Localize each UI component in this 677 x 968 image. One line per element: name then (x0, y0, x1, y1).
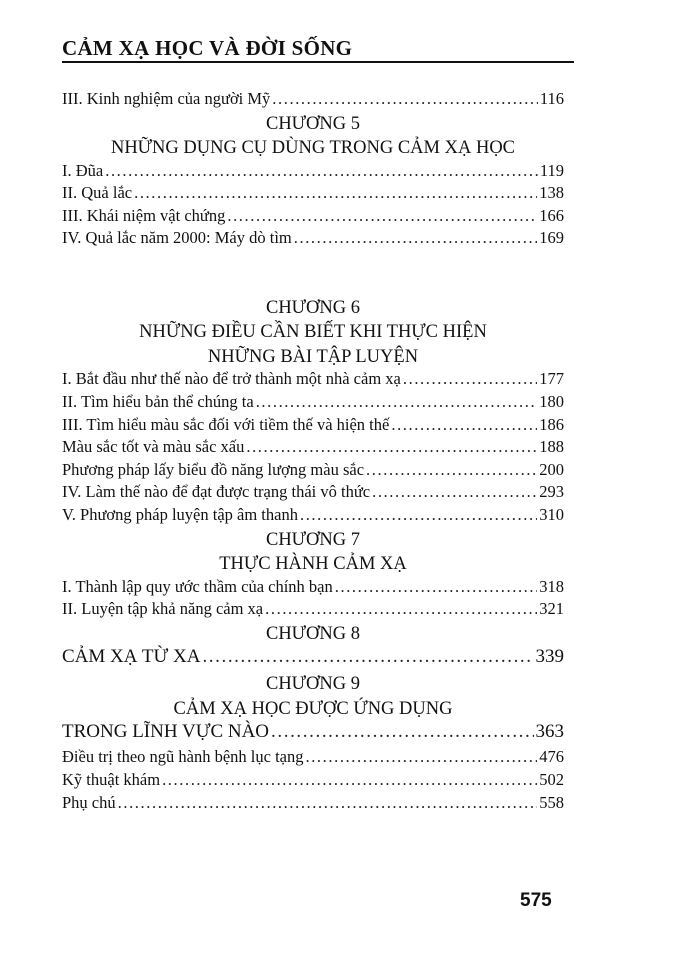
header-rule (62, 61, 574, 63)
dot-leader (227, 206, 537, 226)
dot-leader (162, 770, 537, 790)
chapter-heading: CẢM XẠ HỌC ĐƯỢC ỨNG DỤNG (173, 698, 453, 719)
toc-entry (62, 482, 564, 505)
toc-entry-label: I. Đũa (62, 160, 104, 180)
toc-entry-page: 502 (539, 769, 564, 789)
toc-entry-page: 119 (539, 160, 564, 180)
toc-entry-label: TRONG LĨNH VỰC NÀO (62, 721, 270, 743)
chapter-heading: NHỮNG BÀI TẬP LUYỆN (207, 346, 419, 367)
chapter-heading: CHƯƠNG 5 (265, 113, 360, 134)
dot-leader (256, 392, 538, 412)
toc-entry-page: 321 (539, 599, 564, 619)
chapter-heading: CHƯƠNG 6 (265, 297, 360, 318)
toc-entry-label: II. Quả lắc (62, 183, 133, 203)
dot-leader (265, 599, 537, 619)
toc-entry-label: Điều trị theo ngũ hành bệnh lục tạng (62, 747, 304, 767)
toc-entry-label: II. Luyện tập khả năng cảm xạ (62, 599, 264, 619)
toc-entry-label: Phương pháp lấy biểu đồ năng lượng màu sắc (62, 459, 365, 479)
toc-entry (62, 793, 564, 816)
dot-leader (118, 793, 538, 813)
toc-entry (62, 183, 564, 206)
toc-entry-page: 310 (539, 505, 564, 525)
toc-entry (62, 599, 564, 622)
toc-entry-page: 186 (539, 414, 564, 434)
page-number: 575 (520, 890, 552, 911)
toc-entry-page: 169 (539, 228, 564, 248)
toc-entry (62, 460, 564, 483)
dot-leader (372, 482, 537, 502)
toc-entry (62, 89, 564, 112)
dot-leader (305, 747, 537, 767)
toc-entry-page: 138 (539, 183, 564, 203)
toc-block-1 (62, 89, 564, 251)
toc-entry-page: 558 (539, 792, 564, 812)
toc-entry (62, 577, 564, 600)
toc-entry-label: V. Phương pháp luyện tập âm thanh (62, 505, 298, 525)
chapter-heading: CHƯƠNG 9 (265, 674, 360, 695)
dot-leader (134, 183, 537, 203)
toc-entry (62, 646, 564, 672)
dot-leader (335, 577, 538, 597)
dot-leader (272, 89, 538, 109)
toc-entry-page: 180 (539, 392, 564, 412)
toc-entry-label: Kỹ thuật khám (62, 769, 161, 789)
toc-entry (62, 437, 564, 460)
chapter-heading: NHỮNG DỤNG CỤ DÙNG TRONG CẢM XẠ HỌC (110, 138, 516, 159)
toc-entry-page: 177 (539, 369, 564, 389)
dot-leader (271, 721, 533, 743)
dot-leader (391, 415, 537, 435)
toc-entry (62, 415, 564, 438)
toc-entry-page: 166 (539, 205, 564, 225)
toc-entry-label: I. Bắt đầu như thế nào để trở thành một nhà cảm xạ (62, 369, 401, 389)
chapter-heading: CHƯƠNG 7 (265, 529, 360, 550)
toc-entry (62, 747, 564, 770)
toc-entry (62, 721, 564, 747)
toc-entry-label: Màu sắc tốt và màu sắc xấu (62, 437, 245, 457)
dot-leader (300, 505, 537, 525)
chapter-heading: THỰC HÀNH CẢM XẠ (219, 554, 407, 575)
dot-leader (366, 460, 537, 480)
table-of-contents (62, 89, 564, 815)
toc-entry (62, 770, 564, 793)
toc-entry-label: IV. Quả lắc năm 2000: Máy dò tìm (62, 228, 292, 248)
dot-leader (105, 161, 538, 181)
chapter-heading: NHỮNG ĐIỀU CẦN BIẾT KHI THỰC HIỆN (139, 322, 487, 343)
toc-entry (62, 228, 564, 251)
dot-leader (294, 228, 538, 248)
dot-leader (403, 369, 537, 389)
running-header: CẢM XẠ HỌC VÀ ĐỜI SỐNG (62, 36, 353, 60)
toc-entry (62, 392, 564, 415)
toc-entry (62, 161, 564, 184)
toc-entry-page: 116 (539, 89, 564, 108)
toc-entry-label: III. Tìm hiểu màu sắc đối với tiềm thế và hiện thế (62, 414, 390, 434)
toc-entry-page: 200 (539, 459, 564, 479)
toc-entry-page: 476 (539, 747, 564, 767)
toc-entry (62, 369, 564, 392)
toc-entry-page: 293 (539, 482, 564, 502)
toc-entry-label: IV. Làm thế nào để đạt được trạng thái vô thức (62, 482, 371, 502)
toc-entry-label: I. Thành lập quy ước thầm của chính bạn (62, 576, 333, 596)
dot-leader (246, 437, 537, 457)
toc-entry (62, 505, 564, 528)
toc-entry-page: 318 (539, 576, 564, 596)
chapter-heading: CHƯƠNG 8 (265, 623, 360, 644)
dot-leader (202, 646, 533, 668)
toc-entry-label: III. Khái niệm vật chứng (62, 205, 226, 225)
toc-entry-label: III. Kinh nghiệm của người Mỹ (62, 89, 271, 108)
toc-entry-page: 339 (535, 646, 564, 668)
toc-spacer (62, 251, 564, 296)
toc-entry-label: II. Tìm hiểu bản thể chúng ta (62, 392, 254, 412)
toc-entry-page: 363 (535, 721, 564, 743)
toc-entry (62, 206, 564, 229)
toc-block-2 (62, 296, 564, 815)
toc-entry-page: 188 (539, 437, 564, 457)
toc-entry-label: Phụ chú (62, 792, 116, 812)
toc-entry-label: CẢM XẠ TỪ XA (62, 646, 201, 668)
